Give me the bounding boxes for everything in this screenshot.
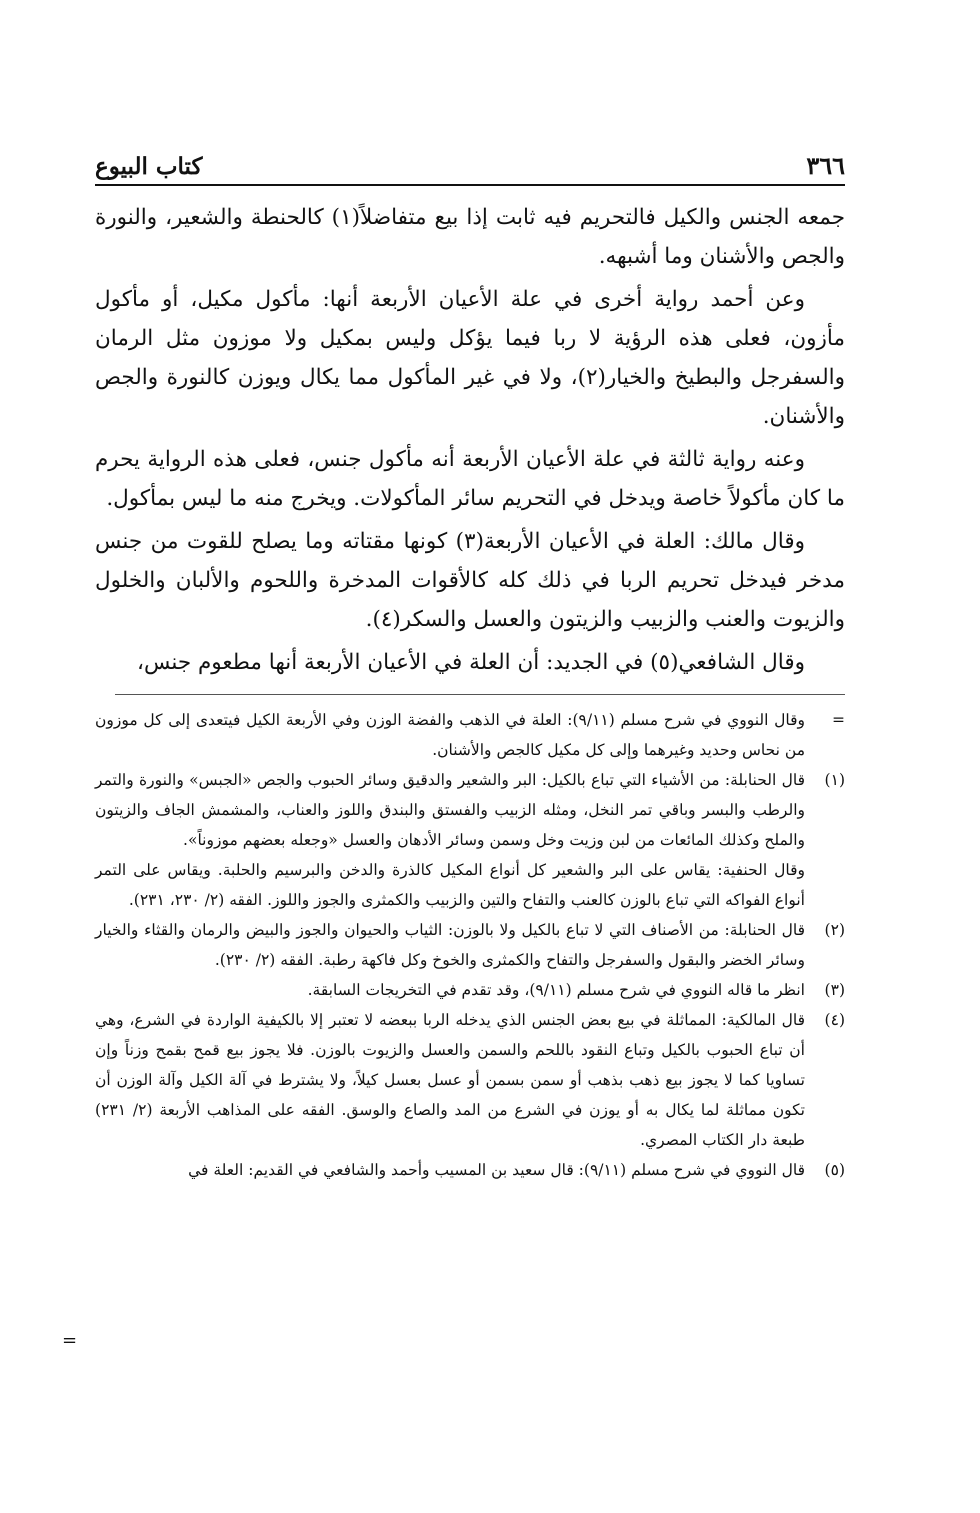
footnote	[95, 765, 845, 855]
footnote-text: انظر ما قاله النووي في شرح مسلم (٩/١١)، وقد تقدم في التخريجات السابقة.	[307, 981, 805, 999]
footnote-mark: (٤)	[824, 1011, 845, 1029]
footnote-text: وقال النووي في شرح مسلم (٩/١١): العلة في الذهب والفضة الوزن وفي الأربعة الكيل فيتعدى إلى كل موزون من نحاس وحديد وغيرهما وإلى كل مكيل كالجص والأشنان.	[95, 711, 806, 759]
paragraph: وقال مالك: العلة في الأعيان الأربعة(٣) كونها مقتاته وما يصلح للقوت من جنس مدخر فيدخل تحريم الربا في ذلك كله كالأقوات المدخرة واللحوم والألبان والخلول والزيوت والعنب والزبيب والزيتون والعسل والسكر(٤).	[95, 529, 845, 632]
footnote	[95, 975, 845, 1005]
page-number: ٣٦٦	[806, 151, 845, 180]
footnote-text: قال الحنابلة: من الأصناف التي لا تباع بالكيل ولا بالوزن: الثياب والحيوان والجوز والبيض والرمان والقثاء والخيار وسائر الخضر والبقول والسفرجل والتفاح والكمثرى والخوخ وكل فاكهة رطبة. الفقه (٢/ ٢٣٠).	[95, 921, 805, 969]
footnote-mark: (٥)	[824, 1161, 845, 1179]
footnote	[95, 1005, 845, 1155]
main-text	[95, 198, 845, 682]
footnote-mark: (١)	[824, 771, 845, 789]
footnote-mark: =	[832, 711, 845, 729]
paragraph: وعنه رواية ثالثة في علة الأعيان الأربعة أنه مأكول جنس، فعلى هذه الرواية يحرم ما كان مأكولاً خاصة ويدخل في التحريم سائر المأكولات. ويخرج منه ما ليس بمأكول.	[95, 447, 845, 511]
footnote-text: قال المالكية: المماثلة في بيع بعض الجنس الذي يدخله الربا ببعضه لا تعتبر إلا بالكيفية الواردة في الشرع، وهي أن تباع الحبوب بالكيل وتباع النقود باللحم والسمن والعسل والزيوت بالوزن. فلا يجوز بيع قمح بقمح وزناً وإن تساويا كما لا يجوز بيع ذهب بذهب أو سمن بسمن أو عسل بعسل كيلاً، ولا يشترط في آلة الكيل وآلة الوزن أن تكون مماثلة لما يكال به أو يوزن في الشرع من المد والصاع والوسق. الفقه على المذاهب الأربعة (٢/ ٢٣١) طبعة دار الكتاب المصري.	[95, 1011, 805, 1149]
footnote-mark: (٣)	[824, 981, 845, 999]
footnote-continuation: وقال الحنفية: يقاس على البر والشعير كل أنواع المكيل كالذرة والدخن والبرسيم والحلبة. ويقاس على التمر أنواع الفواكه التي تباع بالوزن كالعنب والتفاح والتين والزبيب والكمثرى والجوز واللوز. الفقه (٢/ ٢٣٠، ٢٣١).	[95, 861, 805, 909]
footnote-text: قال الحنابلة: من الأشياء التي تباع بالكيل: البر والشعير والدقيق وسائر الحبوب والجص «الجبس» والنورة والتمر والرطب والبسر وباقي تمر النخل، ومثله الزبيب والفستق والبندق واللوز والعناب، والمشمش الجاف والزيتون والملح وكذلك المائعات من لبن وزيت وخل وسمن وسائر الأدهان والعسل «وجعله بعضهم موزوناً».	[95, 771, 805, 849]
footnote	[95, 705, 845, 765]
footnote-divider	[115, 694, 845, 695]
footnote	[95, 915, 845, 975]
book-page	[95, 140, 845, 1185]
continuation-mark: =	[62, 1330, 78, 1351]
page-header	[95, 140, 845, 186]
footnotes	[95, 705, 845, 1185]
paragraph: وعن أحمد رواية أخرى في علة الأعيان الأربعة أنها: مأكول مكيل، أو مأكول مأزون، فعلى هذه الرؤية لا ربا فيما يؤكل وليس بمكيل ولا موزون مثل الرمان والسفرجل والبطيخ والخيار(٢)، ولا في غير المأكول مما يكال ويوزن كالنورة والجص والأشنان.	[95, 287, 845, 429]
footnote	[95, 1155, 845, 1185]
footnote-text: قال النووي في شرح مسلم (٩/١١): قال سعيد بن المسيب وأحمد والشافعي في القديم: العلة في	[188, 1161, 805, 1179]
running-title: كتاب البيوع	[95, 153, 203, 180]
footnote-mark: (٢)	[824, 921, 845, 939]
paragraph: جمعه الجنس والكيل فالتحريم فيه ثابت إذا بيع متفاضلاً(١) كالحنطة والشعير، والنورة والجص والأشنان وما أشبهه.	[95, 205, 845, 269]
paragraph: وقال الشافعي(٥) في الجديد: أن العلة في الأعيان الأربعة أنها مطعوم جنس،	[137, 650, 805, 675]
